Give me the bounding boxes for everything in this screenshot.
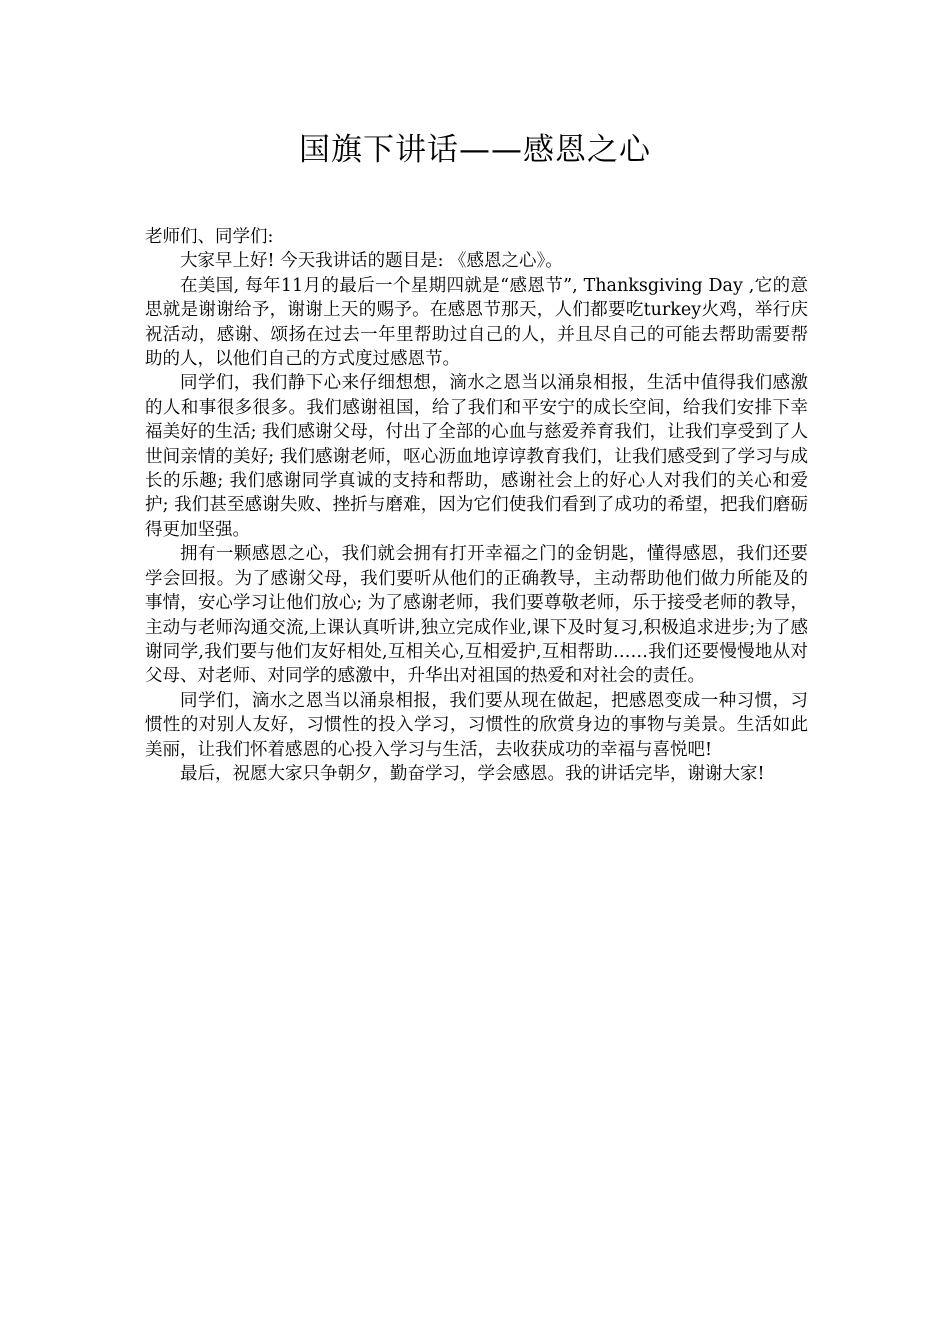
document-title: 国旗下讲话——感恩之心 [299,132,651,168]
paragraph-habit: 同学们，滴水之恩当以涌泉相报，我们要从现在做起，把感恩变成一种习惯，习惯性的对别人友好，习惯性的投入学习，习惯性的欣赏身边的事物与美景。生活如此美丽，让我们怀着感恩的心投入学习与生活，去收获成功的幸福与喜悦吧! [145,690,808,760]
paragraph-closing: 最后，祝愿大家只争朝夕，勤奋学习，学会感恩。我的讲话完毕，谢谢大家! [180,763,765,784]
speech-body [145,225,808,786]
paragraph-thanksgiving: 在美国, 每年11月的最后一个星期四就是“感恩节”, Thanksgiving Day ,它的意思就是谢谢给予，谢谢上天的赐予。在感恩节那天，人们都要吃turkey火鸡，举行庆祝活动，感谢、颂扬在过去一年里帮助过自己的人，并且尽自己的可能去帮助需要帮助的人，以他们自己的方式度过感恩节。 [145,275,808,370]
paragraph-gratitude-list: 同学们，我们静下心来仔细想想，滴水之恩当以涌泉相报，生活中值得我们感激的人和事很多很多。我们感谢祖国，给了我们和平安宁的成长空间，给我们安排下幸福美好的生活; 我们感谢父母，付出了全部的心血与慈爱养育我们，让我们享受到了人世间亲情的美好; 我们感谢老师，呕心沥血地谆谆教育我们，让我们感受到了学习与成长的乐趣; 我们感谢同学真诚的支持和帮助，感谢社会上的好心人对我们的关心和爱护; 我们甚至感谢失败、挫折与磨难，因为它们使我们看到了成功的希望，把我们磨砺得更加坚强。 [145,373,808,540]
paragraph-greeting: 大家早上好! 今天我讲话的题目是: 《感恩之心》。 [180,251,563,272]
salutation: 老师们、同学们: [145,227,274,247]
paragraph-repay: 拥有一颗感恩之心，我们就会拥有打开幸福之门的金钥匙，懂得感恩，我们还要学会回报。为了感谢父母，我们要听从他们的正确教导，主动帮助他们做力所能及的事情，安心学习让他们放心; 为了感谢老师，我们要尊敬老师，乐于接受老师的教导，主动与老师沟通交流,上课认真听讲,独立完成作业,课下及时复习,积极追求进步;为了感谢同学,我们要与他们友好相处,互相关心,互相爱护,互相帮助……我们还要慢慢地从对父母、对老师、对同学的感激中，升华出对祖国的热爱和对社会的责任。 [145,544,808,687]
